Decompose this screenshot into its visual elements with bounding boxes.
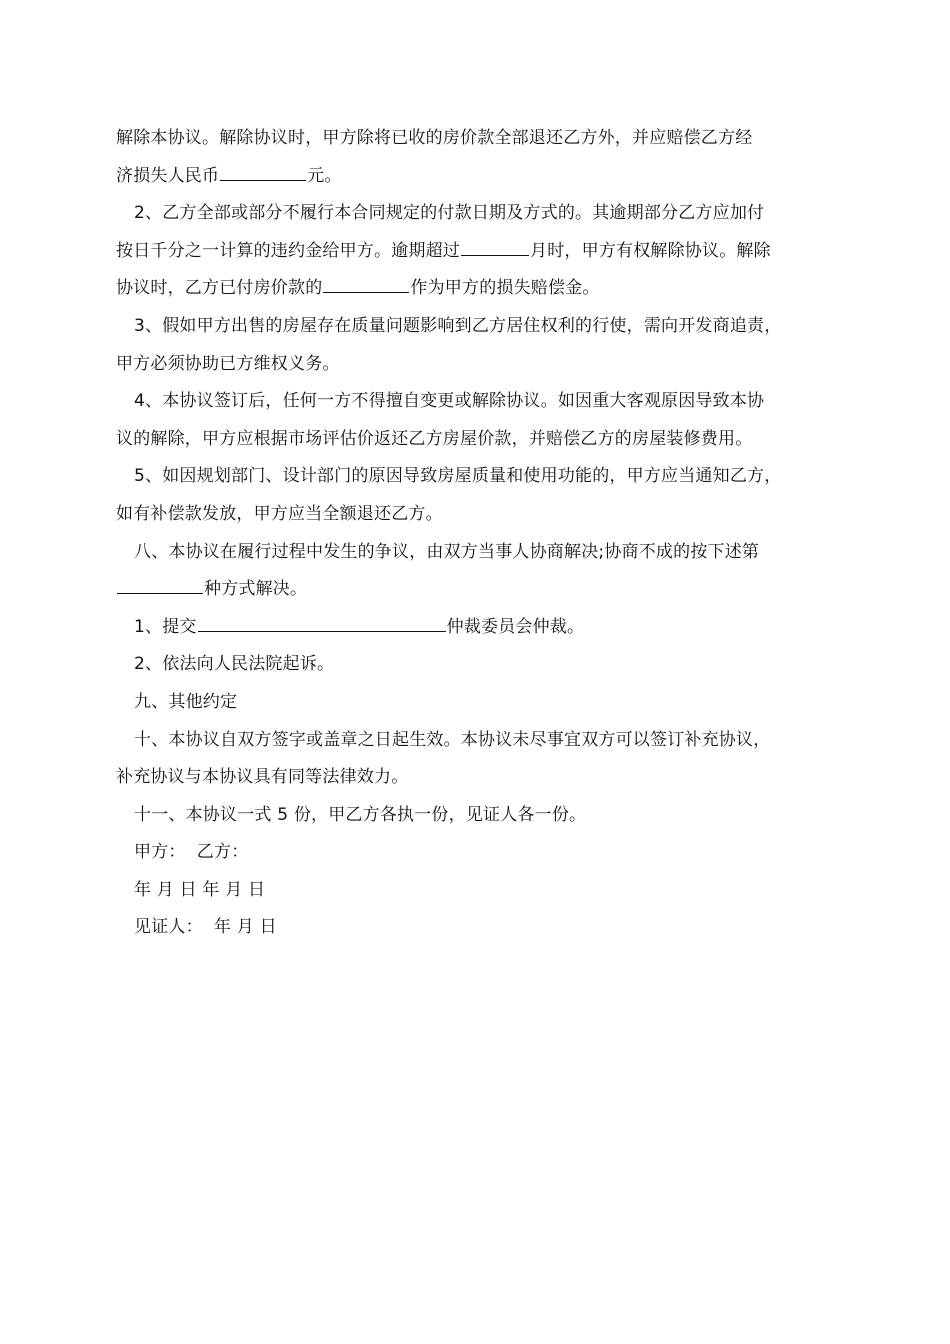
text-span: 补充协议与本协议具有同等法律效力。: [116, 767, 409, 788]
text-span: 年 月 日 年 月 日: [134, 879, 266, 900]
paragraph-line: [116, 684, 848, 722]
fill-in-blank[interactable]: [461, 240, 529, 256]
text-span: 解除本协议。解除协议时，甲方除将已收的房价款全部退还乙方外，并应赔偿乙方经: [116, 128, 753, 148]
text-span: 八、本协议在履行过程中发生的争议，由双方当事人协商解决;协商不成的按下述第: [134, 541, 760, 562]
signature-witness: [116, 909, 848, 947]
text-span: 3、假如甲方出售的房屋存在质量问题影响到乙方居住权利的行使，需向开发商追责，: [134, 315, 782, 336]
text-span: 4、本协议签订后，任何一方不得擅自变更或解除协议。如因重大客观原因导致本协: [134, 391, 765, 412]
text-span: 2、依法向人民法院起诉。: [134, 654, 335, 675]
text-span: 月时，甲方有权解除协议。解除: [530, 240, 771, 261]
text-span: 甲方： 乙方：: [134, 842, 249, 863]
fill-in-blank[interactable]: [198, 616, 446, 632]
paragraph-line: [116, 233, 848, 271]
paragraph-line: [116, 571, 848, 609]
paragraph-line: [116, 346, 848, 384]
paragraph-line: [116, 383, 848, 421]
text-span: 如有补偿款发放，甲方应当全额退还乙方。: [116, 503, 443, 524]
signature-parties: [116, 834, 848, 872]
text-span: 元。: [307, 165, 342, 186]
text-span: 按日千分之一计算的违约金给甲方。逾期超过: [116, 240, 460, 261]
fill-in-blank[interactable]: [220, 165, 306, 181]
paragraph-line: [116, 158, 848, 196]
contract-body: [116, 120, 848, 947]
fill-in-blank[interactable]: [323, 277, 409, 293]
paragraph-line: [116, 722, 848, 760]
text-span: 甲方必须协助已方维权义务。: [116, 353, 340, 374]
text-span: 见证人： 年 月 日: [134, 917, 277, 938]
text-span: 济损失人民币: [116, 165, 220, 186]
paragraph-line: [116, 797, 848, 835]
text-span: 2、乙方全部或部分不履行本合同规定的付款日期及方式的。其逾期部分乙方应加付: [134, 203, 765, 224]
paragraph-line: [116, 496, 848, 534]
text-span: 1、提交: [134, 616, 197, 637]
paragraph-line: [116, 421, 848, 459]
paragraph-line: [116, 120, 848, 158]
text-span: 5、如因规划部门、设计部门的原因导致房屋质量和使用功能的，甲方应当通知乙方，: [134, 466, 782, 487]
fill-in-blank[interactable]: [117, 578, 203, 594]
paragraph-line: [116, 270, 848, 308]
paragraph-line: [116, 609, 848, 647]
text-span: 十、本协议自双方签字或盖章之日起生效。本协议未尽事宜双方可以签订补充协议，: [134, 729, 771, 750]
paragraph-line: [116, 534, 848, 572]
text-span: 十一、本协议一式 5 份，甲乙方各执一份，见证人各一份。: [134, 804, 587, 825]
text-span: 仲裁委员会仲裁。: [446, 616, 585, 637]
signature-dates: [116, 872, 848, 910]
text-span: 议的解除，甲方应根据市场评估价返还乙方房屋价款，并赔偿乙方的房屋装修费用。: [116, 428, 753, 449]
paragraph-line: [116, 308, 848, 346]
paragraph-line: [116, 458, 848, 496]
text-span: 九、其他约定: [134, 691, 238, 712]
paragraph-line: [116, 195, 848, 233]
text-span: 协议时，乙方已付房价款的: [116, 278, 323, 299]
text-span: 种方式解决。: [204, 579, 308, 600]
paragraph-line: [116, 759, 848, 797]
paragraph-line: [116, 646, 848, 684]
text-span: 作为甲方的损失赔偿金。: [410, 278, 600, 299]
